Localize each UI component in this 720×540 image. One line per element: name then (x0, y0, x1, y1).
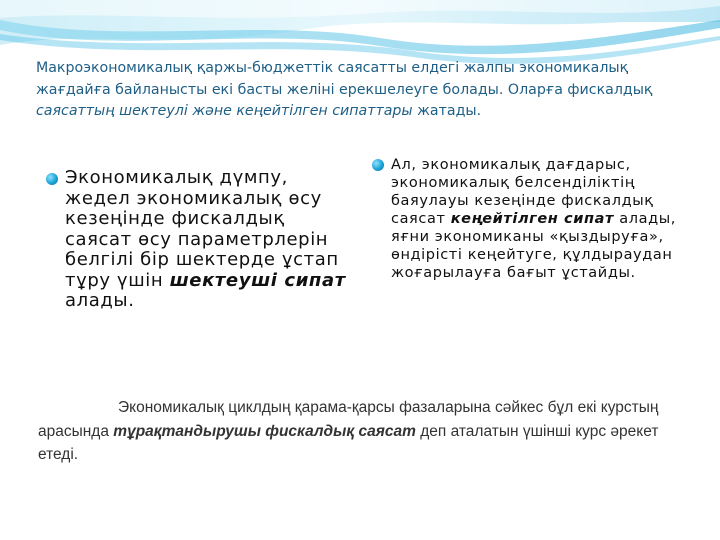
title-text-part2: жатады. (412, 103, 482, 119)
slide-title (36, 58, 696, 123)
left-bullet-text (65, 168, 346, 312)
bottom-text-bold: тұрақтандырушы фискалдық саясат (113, 422, 416, 440)
bullet-icon (46, 173, 58, 185)
left-column (46, 168, 346, 312)
left-text-bold: шектеуші сипат (169, 269, 346, 291)
left-text-part1: Экономикалық дүмпу, жедел экономикалық өсу кезеңінде фискалдық саясат өсу параметрлерін белгілі бір шектерде ұстап тұру үшін (65, 167, 339, 291)
bottom-paragraph (38, 396, 698, 467)
bottom-text-part2: деп аталатын үшінші курс әрекет етеді. (38, 422, 659, 463)
title-text-part1: Макроэкономикалық қаржы-бюджеттік саясатты елдегі жалпы экономикалық жағдайға байланысты екі басты желіні ерекшелеуге болады. Оларға фискалдық (36, 60, 653, 98)
left-bullet-item (46, 168, 346, 312)
right-column (372, 156, 692, 282)
bottom-text-part1: Экономикалық циклдың қарама-қарсы фазаларына сәйкес бұл екі курстың арасында (38, 399, 659, 440)
bullet-icon (372, 159, 384, 171)
right-text-bold: кеңейтілген сипат (450, 211, 615, 227)
title-text-italic: саясаттың шектеулі және кеңейтілген сипаттары (36, 103, 413, 119)
right-bullet-text (391, 156, 692, 282)
right-text-part1: Ал, экономикалық дағдарыс, экономикалық белсенділіктің баяулауы кезеңінде фискалдық саясат (391, 157, 654, 227)
left-text-part2: алады. (65, 290, 135, 311)
right-bullet-item (372, 156, 692, 282)
right-text-part2: алады, яғни экономиканы «қыздыруға», өндірісті кеңейтуге, құлдыраудан жоғарылауға бағыт ұстайды. (391, 211, 676, 281)
